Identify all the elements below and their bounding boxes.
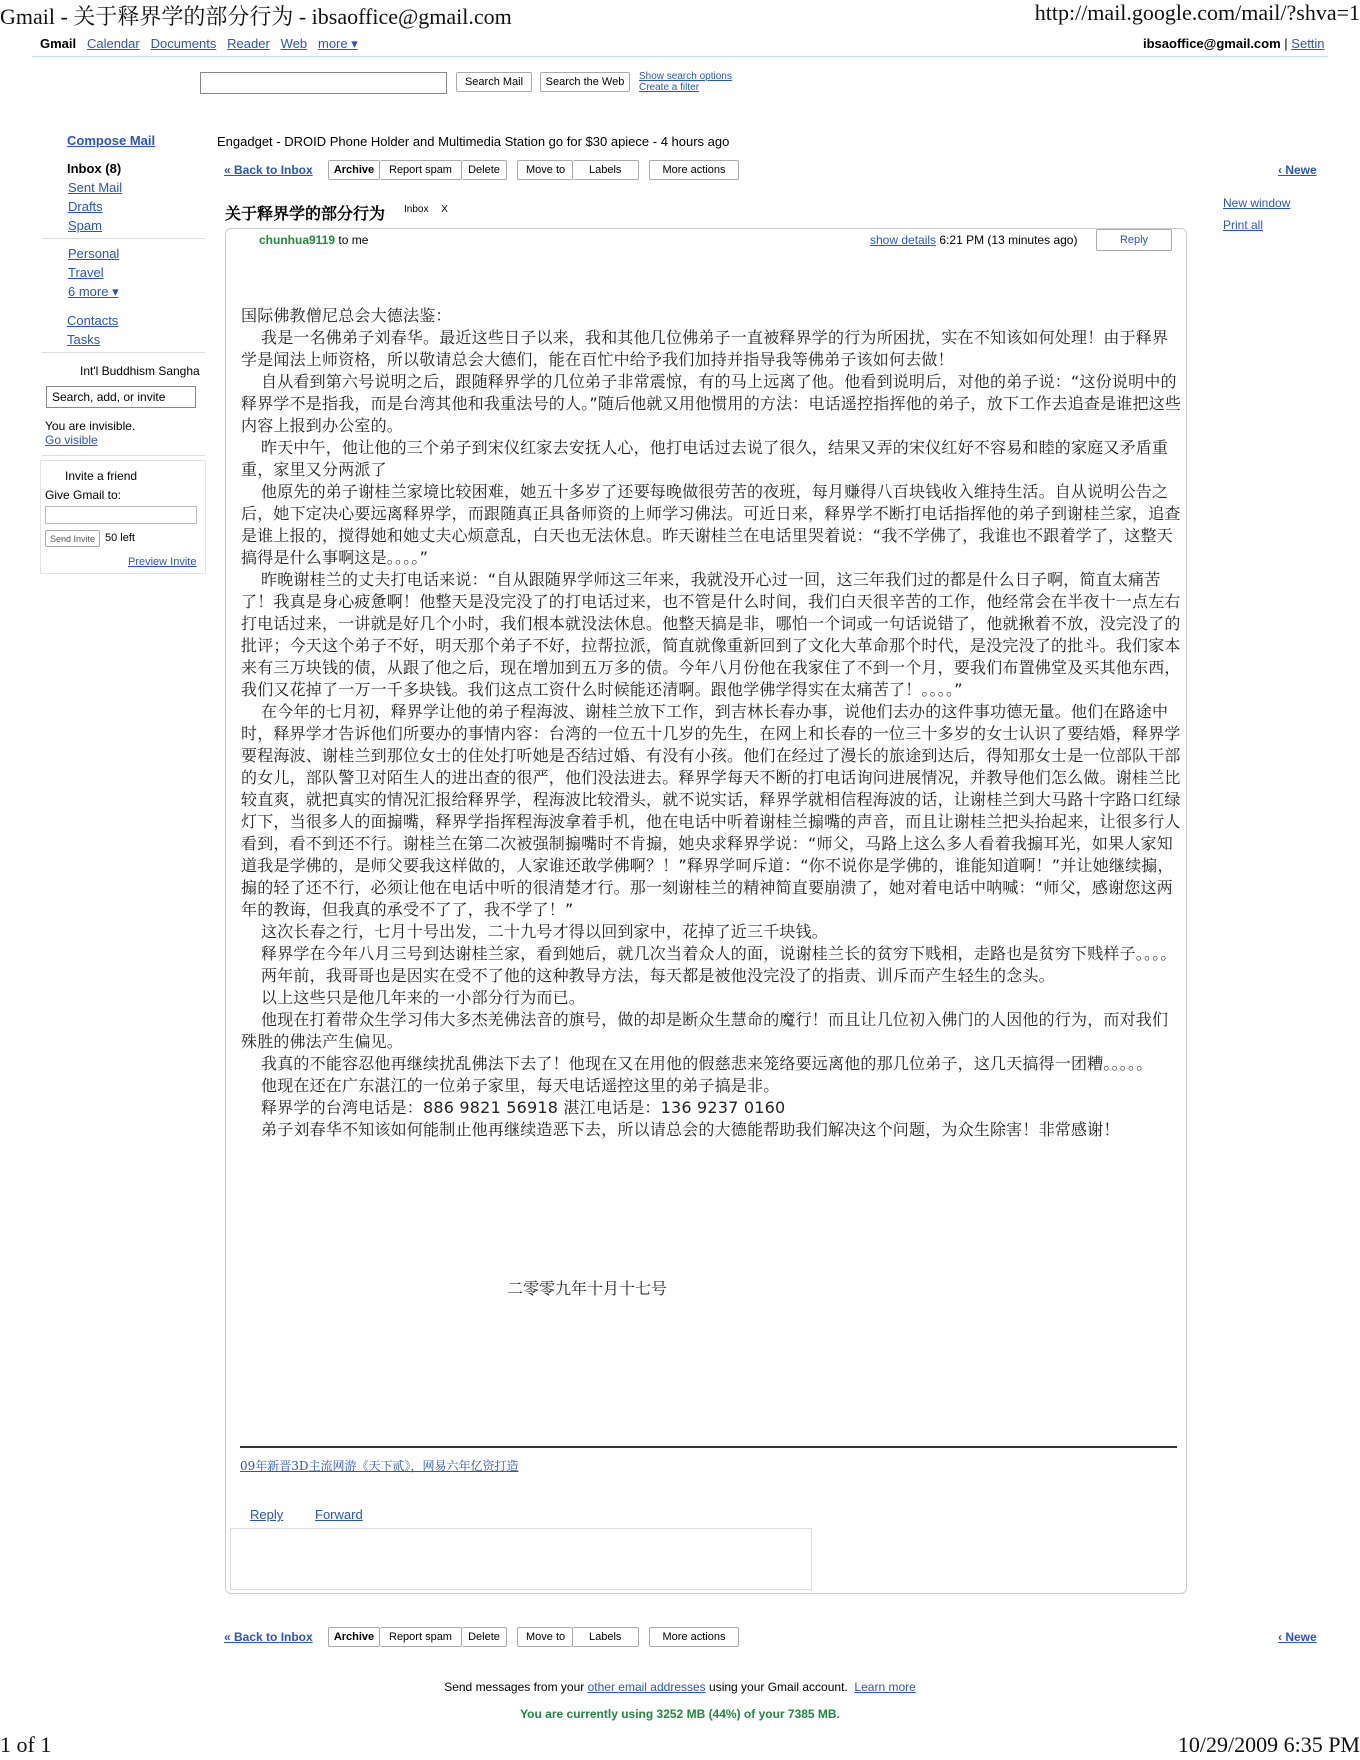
print-url: http://mail.google.com/mail/?shva=1 <box>1034 0 1360 25</box>
sidebar-item-sent[interactable]: Sent Mail <box>68 180 123 195</box>
invite-title: Invite a friend <box>65 469 138 483</box>
send-invite-button[interactable]: Send Invite <box>45 530 100 547</box>
nav-reader[interactable]: Reader <box>227 36 270 51</box>
body-paragraph: 国际佛教僧尼总会大德法鉴： <box>241 306 452 325</box>
labels-button-bottom[interactable]: Labels <box>573 1627 639 1647</box>
chat-search-input[interactable]: Search, add, or invite <box>46 386 196 408</box>
web-clip[interactable]: Engadget - DROID Phone Holder and Multimedia Station go for $30 apiece - 4 hours ago <box>217 134 730 149</box>
invites-left: 50 left <box>105 532 135 544</box>
report-spam-button[interactable]: Report spam <box>380 160 462 180</box>
print-page-number: 1 of 1 <box>0 1732 52 1757</box>
body-paragraph: 以上这些只是他几年来的一小部分行为而已。 <box>261 988 586 1007</box>
sidebar-contacts[interactable]: Contacts <box>67 313 119 328</box>
recipient: to me <box>338 233 369 247</box>
sidebar-item-drafts[interactable]: Drafts <box>68 199 103 214</box>
body-paragraph: 释界学在今年八月三号到达谢桂兰家，看到她后，就几次当着众人的面，说谢桂兰长的贫穷下贱相，走路也是贫穷下贱样子。。。。 <box>261 944 1177 963</box>
top-divider <box>32 56 1328 57</box>
back-to-inbox-link[interactable]: « Back to Inbox <box>224 163 313 177</box>
top-nav <box>40 36 358 52</box>
account-bar <box>1143 36 1325 51</box>
chat-divider <box>42 352 205 353</box>
sidebar-label-travel[interactable]: Travel <box>68 265 104 280</box>
sidebar-label-personal[interactable]: Personal <box>68 246 120 261</box>
gmail-link[interactable]: Gmail <box>40 36 77 51</box>
compose-mail-link[interactable]: Compose Mail <box>67 133 156 148</box>
delete-button[interactable]: Delete <box>462 160 507 180</box>
footer-send-prefix: Send messages from your <box>444 1680 585 1694</box>
nav-documents[interactable]: Documents <box>150 36 217 51</box>
new-window-link[interactable]: New window <box>1223 196 1291 210</box>
storage-usage: You are currently using 3252 MB (44%) of your 7385 MB. <box>520 1707 840 1721</box>
message-time: 6:21 PM (13 minutes ago) <box>939 233 1078 247</box>
forward-link[interactable]: Forward <box>315 1507 363 1522</box>
delete-button-bottom[interactable]: Delete <box>462 1627 507 1647</box>
search-mail-button[interactable]: Search Mail <box>456 72 532 92</box>
more-actions-button[interactable]: More actions <box>649 160 739 180</box>
ad-link[interactable]: 09年新晋3D主流网游《天下贰》，网易六年亿资打造 <box>240 1459 519 1473</box>
body-paragraph: 他现在还在广东湛江的一位弟子家里，每天电话遥控这里的弟子搞是非。 <box>261 1076 780 1095</box>
nav-calendar[interactable]: Calendar <box>86 36 140 51</box>
body-paragraph: 他原先的弟子谢桂兰家境比较困难，她五十多岁了还要每晚做很劳苦的夜班，每月赚得八百块钱收入维持生活。自从说明公告之后，她下定决心要远离释界学，而跟随真正具备师资的上师学习佛法。可近日来，释界学不断打电话指挥他的弟子到谢桂兰家，追查是谁上报的，搅得她和她丈夫心烦意乱，白天也无法休息。昨天谢桂兰在电话里哭着说：“我不学佛了，我谁也不跟着学了，这整天搞得是什么事啊这是。。。。” <box>241 482 1181 567</box>
sidebar-item-inbox[interactable]: Inbox (8) <box>67 161 122 176</box>
newer-link-bottom[interactable]: ‹ Newe <box>1278 1630 1317 1644</box>
back-to-inbox-link-bottom[interactable]: « Back to Inbox <box>224 1630 313 1644</box>
print-datetime: 10/29/2009 6:35 PM <box>1177 1732 1360 1757</box>
create-filter-link[interactable]: Create a filter <box>639 82 700 93</box>
invisible-status: You are invisible. <box>45 419 136 433</box>
message-subject: 关于释界学的部分行为 <box>225 204 386 223</box>
nav-web[interactable]: Web <box>280 36 308 51</box>
invite-divider <box>42 455 205 456</box>
body-paragraph: 我真的不能容忍他再继续扰乱佛法下去了！他现在又在用他的假慈悲来笼络要远离他的那几位弟子，这几天搞得一团糟。。。。。 <box>261 1054 1153 1073</box>
report-spam-button-bottom[interactable]: Report spam <box>380 1627 462 1647</box>
sidebar-more-labels[interactable]: 6 more ▾ <box>68 284 119 299</box>
print-title: Gmail - 关于释界学的部分行为 - ibsaoffice@gmail.com <box>0 4 512 29</box>
settings-link[interactable]: Settin <box>1291 36 1325 51</box>
footer-send-from <box>0 1680 1360 1694</box>
body-paragraph: 自从看到第六号说明之后，跟随释界学的几位弟子非常震惊，有的马上远离了他。他看到说明后，对他的弟子说：“这份说明中的释界学不是指我，而是台湾其他和我重法号的人。”随后他就又用他惯用的方法：电话遥控指挥他的弟子，放下工作去追查是谁把这些内容上报到办公室的。 <box>241 372 1182 435</box>
inbox-label-text: Inbox <box>404 204 429 215</box>
body-paragraph: 两年前，我哥哥也是因实在受不了他的这种教导方法，每天都是被他没完没了的指责、训斥而产生轻生的念头。 <box>261 966 1055 985</box>
nav-more[interactable]: more ▾ <box>318 36 358 51</box>
body-paragraph: 我是一名佛弟子刘春华。最近这些日子以来，我和其他几位佛弟子一直被释界学的行为所困扰，实在不知该如何处理！由于释界学是闻法上师资格，所以敬请总会大德们，能在百忙中给予我们加持并指导我等佛弟子该如何去做！ <box>241 328 1169 369</box>
archive-button-bottom[interactable]: Archive <box>328 1627 380 1647</box>
search-web-button[interactable]: Search the Web <box>540 72 630 92</box>
move-to-button-bottom[interactable]: Move to <box>517 1627 573 1647</box>
learn-more-link[interactable]: Learn more <box>854 1680 916 1694</box>
print-all-link[interactable]: Print all <box>1223 218 1264 232</box>
other-addresses-link[interactable]: other email addresses <box>587 1680 706 1694</box>
move-to-button[interactable]: Move to <box>517 160 573 180</box>
remove-label-icon[interactable]: X <box>441 204 448 215</box>
body-paragraph: 昨晚谢桂兰的丈夫打电话来说：“自从跟随界学师这三年来，我就没开心过一回，这三年我们过的都是什么日子啊，简直太痛苦了！我真是身心疲惫啊！他整天是没完没了的打电话过来，也不管是什么时间，我们白天很辛苦的工作，他经常会在半夜十一点左右打电话过来，一讲就是好几个小时，我们根本就没法休息。他整天搞是非，哪怕一个词或一句话说错了，他就揪着不放，没完没了的批评；今天这个弟子不好，明天那个弟子不好，拉帮拉派，简直就像重新回到了文化大革命那个时代，是没完没了的批斗。我们家本来有三万块钱的债，从跟了他之后，现在增加到五万多的债。今年八月份他在我家住了不到一个月，要我们布置佛堂及买其他东西，我们又花掉了一万一千多块钱。我们这点工资什么时候能还清啊。跟他学佛学得实在太痛苦了！。。。。” <box>241 570 1181 699</box>
body-paragraph: 这次长春之行，七月十号出发，二十九号才得以回到家中，花掉了近三千块钱。 <box>261 922 829 941</box>
chat-status-name: Int'l Buddhism Sangha <box>80 364 200 378</box>
message-meta <box>870 233 1077 247</box>
search-input[interactable] <box>200 72 447 94</box>
inbox-label-chip <box>404 204 448 215</box>
invite-email-input[interactable] <box>45 506 197 524</box>
body-paragraph: 释界学的台湾电话是：886 9821 56918 湛江电话是：136 9237 0160 <box>261 1098 786 1117</box>
more-actions-button-bottom[interactable]: More actions <box>649 1627 739 1647</box>
body-paragraph: 他现在打着带众生学习伟大多杰羌佛法音的旗号，做的却是断众生慧命的魔行！而且让几位初入佛门的人因他的行为，而对我们殊胜的佛法产生偏见。 <box>241 1010 1169 1051</box>
account-separator: | <box>1284 36 1288 51</box>
reply-link[interactable]: Reply <box>250 1507 284 1522</box>
footer-send-suffix: using your Gmail account. <box>709 1680 848 1694</box>
archive-button[interactable]: Archive <box>328 160 380 180</box>
sender-name[interactable]: chunhua9119 <box>259 233 336 247</box>
signature-date: 二零零九年十月十七号 <box>507 1279 668 1298</box>
message-header <box>259 233 368 247</box>
sidebar-tasks[interactable]: Tasks <box>67 332 101 347</box>
show-search-options-link[interactable]: Show search options <box>639 71 732 82</box>
search-options <box>639 71 732 93</box>
sidebar-item-spam[interactable]: Spam <box>68 218 102 233</box>
reply-button[interactable]: Reply <box>1096 229 1172 251</box>
body-paragraph: 弟子刘春华不知该如何能制止他再继续造恶下去，所以请总会的大德能帮助我们解决这个问题，为众生除害！非常感谢！ <box>261 1120 1120 1139</box>
sidebar-divider <box>42 238 205 239</box>
go-visible-link[interactable]: Go visible <box>45 433 98 447</box>
quick-reply-box[interactable] <box>230 1528 812 1590</box>
account-email: ibsaoffice@gmail.com <box>1143 36 1281 51</box>
body-paragraph: 昨天中午，他让他的三个弟子到宋仪红家去安抚人心，他打电话过去说了很久，结果又弄的宋仪红好不容易和睦的家庭又矛盾重重，家里又分两派了 <box>241 438 1169 479</box>
newer-link[interactable]: ‹ Newe <box>1278 163 1317 177</box>
body-paragraph: 在今年的七月初，释界学让他的弟子程海波、谢桂兰放下工作，到吉林长春办事，说他们去办的这件事功德无量。他们在路途中时，释界学才告诉他们所要办的事情内容：台湾的一位五十几岁的先生，在网上和长春的一位三十多岁的女士认识了要结婚，释界学要程海波、谢桂兰到那位女士的住处打听她是否结过婚、有没有小孩。他们在经过了漫长的旅途到达后，得知那女士是一位部队干部的女儿，部队警卫对陌生人的进出查的很严，他们没法进去。释界学每天不断的打电话询问进展情况，并教导他们怎么做。谢桂兰比较直爽，就把真实的情况汇报给释界学，程海波比较滑头，就不说实话，释界学就相信程海波的话，让谢桂兰到大马路十字路口红绿灯下，当很多人的面搧嘴，释界学指挥程海波拿着手机，他在电话中听着谢桂兰搧嘴的声音，而且让谢桂兰把头抬起来，让很多行人看到，看不到还不行。谢桂兰在第二次被强制搧嘴时不肯搧，她央求释界学说：“师父，马路上这么多人看着我搧耳光，如果人家知道我是学佛的，是师父要我这样做的，人家谁还敢学佛啊？！”释界学呵斥道：“你不说你是学佛的，谁能知道啊！”并让她继续搧，搧的轻了还不行，必须让他在电话中听的很清楚才行。那一刻谢桂兰的精神简直要崩溃了，她对着电话中呐喊：“师父，感谢您这两年的教诲，但我真的承受不了了，我不学了！” <box>241 702 1181 919</box>
show-details-link[interactable]: show details <box>870 233 937 247</box>
ad-divider <box>240 1446 1177 1448</box>
message-body <box>241 305 1183 1141</box>
give-gmail-label: Give Gmail to: <box>45 488 122 502</box>
labels-button[interactable]: Labels <box>573 160 639 180</box>
preview-invite-link[interactable]: Preview Invite <box>128 556 197 568</box>
